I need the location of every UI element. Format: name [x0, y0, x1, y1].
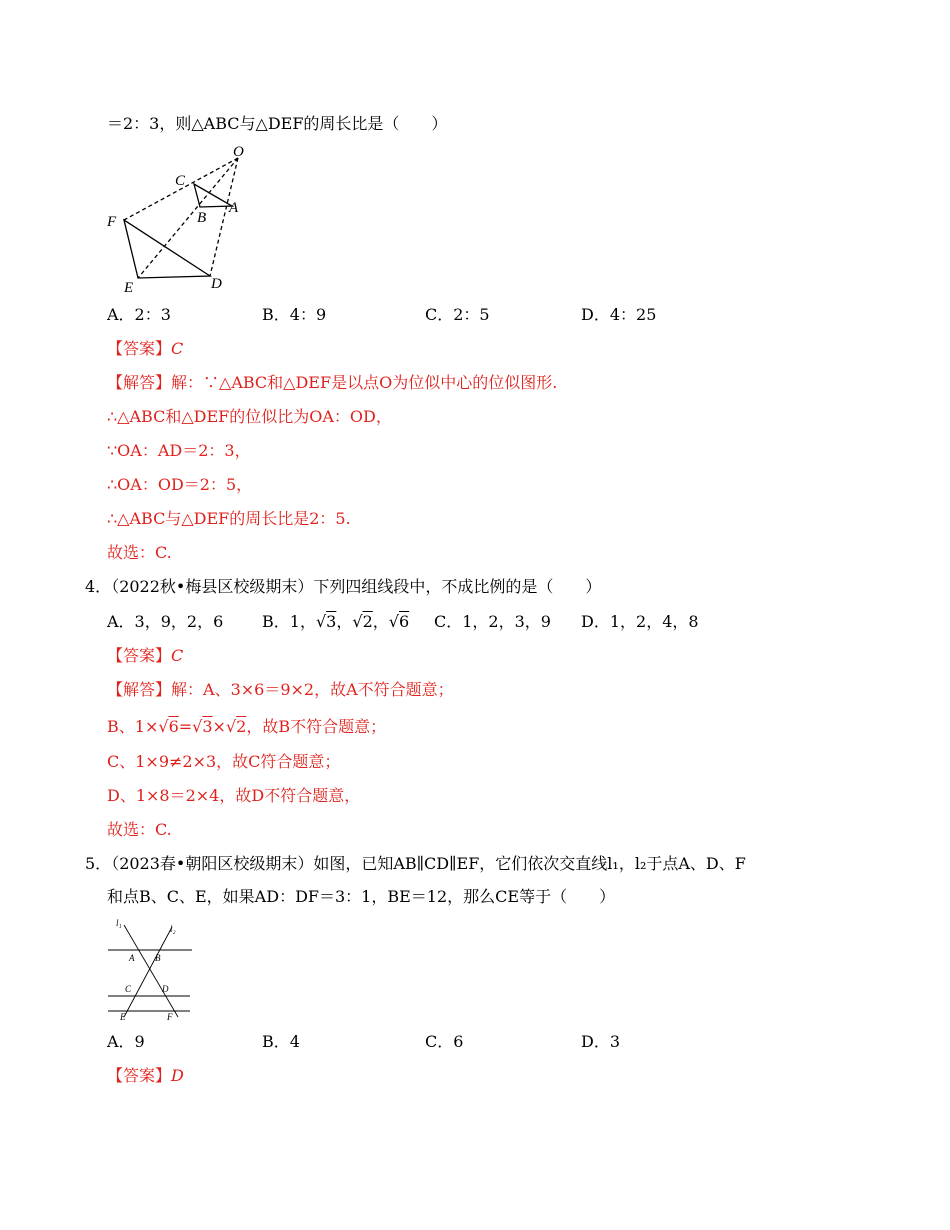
- q5-answer-tag: 【答案】: [107, 1066, 172, 1085]
- sqrt-icon: √: [158, 717, 169, 736]
- q3-answer-tag: 【答案】: [107, 339, 172, 358]
- q5-number: 5．: [85, 854, 112, 873]
- q4-solution-1: [107, 679, 454, 701]
- q5-stem-1: [85, 853, 746, 875]
- q5-label-C: C: [125, 984, 132, 994]
- q5-answer: [107, 1065, 184, 1087]
- q4-option-c: C．1，2，3，9: [434, 612, 551, 631]
- q4-solution-tag: 【解答】: [107, 680, 172, 699]
- q3-figure: [100, 140, 260, 295]
- q3-label-O: O: [233, 144, 244, 160]
- q3-option-c: C．2：5: [425, 305, 490, 324]
- q4-stem-text: （2022秋•梅县区校级期末）下列四组线段中，不成比例的是（ ）: [111, 577, 602, 596]
- q4-answer-value: C: [171, 646, 184, 665]
- q3-label-A: A: [229, 200, 239, 216]
- q4-solution-2-radicand-2: 3: [202, 717, 213, 736]
- q3-option-b: B．4：9: [262, 305, 327, 324]
- q4-option-b: B．1，√3，√2，√6: [262, 612, 410, 631]
- q5-label-D: D: [162, 984, 169, 994]
- sqrt-icon: √: [388, 612, 399, 631]
- q4-answer: [107, 645, 183, 667]
- q5-label-A: A: [129, 953, 135, 963]
- q4-solution-text-1: 解：A、3×6＝9×2，故A不符合题意；: [171, 680, 454, 699]
- q3-label-D: D: [211, 276, 222, 292]
- q4-solution-2-eq: =: [178, 717, 193, 736]
- q5-stem-text-1: （2023春•朝阳区校级期末）如图，已知AB∥CD∥EF，它们依次交直线l₁，l₂于点A、D、F: [111, 854, 746, 873]
- q4-option-b-radicand-1: 3: [326, 612, 337, 631]
- sqrt-icon: √: [315, 612, 327, 631]
- q3-triangle-DEF: [124, 220, 210, 278]
- q3-label-E: E: [124, 280, 134, 295]
- q5-label-B: B: [155, 953, 161, 963]
- q5-label-l2: l₂: [170, 924, 176, 934]
- q5-option-d: D．3: [581, 1032, 621, 1051]
- q5-option-a: A．9: [107, 1032, 145, 1051]
- q5-answer-value: D: [171, 1066, 184, 1085]
- q3-solution-5: ∴△ABC与△DEF的周长比是2：5.: [107, 509, 351, 528]
- q5-label-F: F: [167, 1012, 173, 1020]
- q3-option-a: A．2：3: [107, 305, 171, 324]
- q4-solution-2-suffix: ，故B不符合题意；: [246, 717, 387, 736]
- q4-solution-4: D、1×8＝2×4，故D不符合题意，: [107, 786, 361, 805]
- q5-option-b: B．4: [262, 1032, 300, 1051]
- q3-label-B: B: [197, 210, 207, 226]
- q3-label-F: F: [107, 214, 117, 230]
- q4-solution-2-prefix: B、1×: [107, 717, 159, 736]
- q3-dashed-OE: [138, 158, 238, 278]
- q4-solution-2-radicand-3: 2: [236, 717, 247, 736]
- q3-solution-text-1: 解：∵△ABC和△DEF是以点O为位似中心的位似图形.: [171, 373, 558, 392]
- sqrt-icon: √: [225, 717, 237, 736]
- q3-option-d: D．4：25: [581, 305, 657, 324]
- q3-answer: [107, 338, 183, 360]
- q3-solution-4: ∴OA：OD＝2：5，: [107, 475, 253, 494]
- q4-option-d: D．1，2，4，8: [581, 612, 699, 631]
- q4-option-b-prefix: B．1，: [262, 612, 316, 631]
- q4-option-b-radicand-2: 2: [362, 612, 373, 631]
- q4-solution-2-radicand-1: 6: [168, 717, 179, 736]
- q3-stem-end: ＝2：3，则△ABC与△DEF的周长比是（ ）: [107, 114, 448, 133]
- q4-solution-3: C、1×9≠2×3，故C符合题意；: [107, 752, 341, 771]
- q4-number: 4．: [85, 577, 112, 596]
- q4-solution-2: [107, 716, 386, 738]
- q5-label-E: E: [120, 1012, 126, 1020]
- q4-answer-tag: 【答案】: [107, 646, 172, 665]
- q3-solution-6: 故选：C.: [107, 543, 172, 562]
- q3-solution-tag: 【解答】: [107, 373, 172, 392]
- q3-solution-3: ∵OA：AD＝2：3，: [107, 441, 251, 460]
- q5-figure: [104, 915, 196, 1020]
- q3-solution-2: ∴△ABC和△DEF的位似比为OA：OD，: [107, 407, 392, 426]
- q5-line-l2: [124, 927, 172, 1017]
- sqrt-icon: √: [192, 717, 203, 736]
- q4-option-b-radicand-3: 6: [398, 612, 410, 631]
- q3-dashed-OF: [124, 158, 238, 220]
- q3-label-C: C: [175, 173, 186, 189]
- q5-option-c: C．6: [425, 1032, 464, 1051]
- q5-stem-2: 和点B、C、E，如果AD：DF＝3：1，BE＝12，那么CE等于（ ）: [107, 887, 616, 906]
- sqrt-icon: √: [352, 612, 363, 631]
- q4-stem: [85, 576, 601, 598]
- q5-line-l1: [124, 925, 178, 1017]
- q5-label-l1: l₁: [116, 918, 122, 928]
- q4-solution-2-times: ×: [212, 717, 226, 736]
- q4-option-a: A．3，9，2，6: [107, 612, 224, 631]
- q3-solution-1: [107, 372, 557, 394]
- q4-solution-5: 故选：C.: [107, 820, 172, 839]
- q3-answer-value: C: [171, 339, 184, 358]
